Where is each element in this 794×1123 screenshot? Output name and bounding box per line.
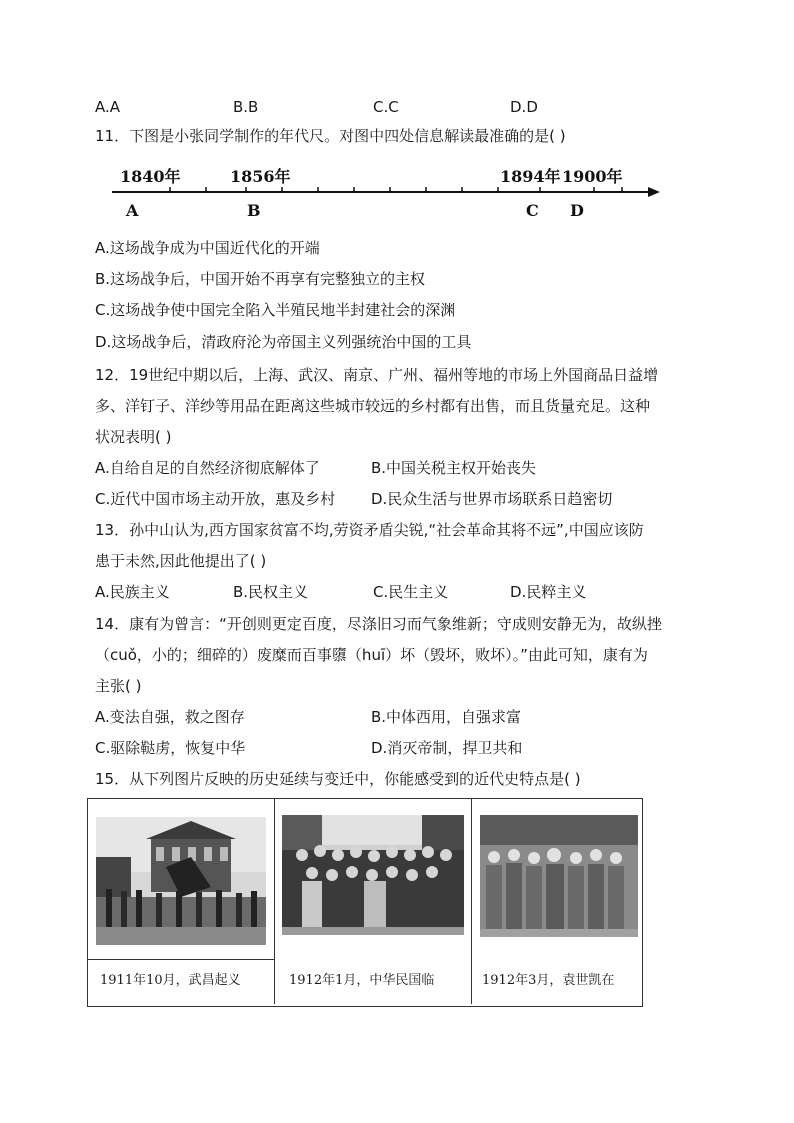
q15-stem: 15．从下列图片反映的历史延续与变迁中，你能感受到的近代史特点是( ) [95, 770, 581, 788]
q14-option-b: B.中体西用，自强求富 [371, 708, 522, 726]
q12-stem-line-3: 状况表明( ) [95, 428, 172, 446]
q10-option-d: D.D [510, 98, 538, 116]
q14-option-a: A.变法自强，救之图存 [95, 708, 245, 726]
q13-option-b: B.民权主义 [233, 583, 309, 601]
timeline-year-2: 1856年 [230, 167, 291, 186]
photo-cell-3 [472, 799, 641, 1004]
q10-option-b: B.B [233, 98, 259, 116]
q11-option-a: A.这场战争成为中国近代化的开端 [95, 239, 320, 257]
photo-cell-2 [275, 799, 472, 1004]
timeline-year-1: 1840年 [120, 167, 181, 186]
q12-stem-line-1: 12．19世纪中期以后，上海、武汉、南京、广州、福州等地的市场上外国商品日益增 [95, 366, 659, 384]
q14-stem-line-3: 主张( ) [95, 677, 142, 695]
photo-republic-founding [282, 815, 464, 935]
q14-stem-line-1: 14．康有为曾言：“开创则更定百度，尽涤旧习而气象维新；守成则安静无为，故纵挫 [95, 615, 662, 633]
q11-option-c: C.这场战争使中国完全陷入半殖民地半封建社会的深渊 [95, 301, 456, 319]
q12-stem-line-2: 多、洋钉子、洋纱等用品在距离这些城市较远的乡村都有出售，而且货量充足。这种 [95, 397, 651, 415]
q12-option-c: C.近代中国市场主动开放，惠及乡村 [95, 490, 336, 508]
q11-option-b: B.这场战争后，中国开始不再享有完整独立的主权 [95, 270, 426, 288]
timeline-arrow [648, 187, 660, 197]
q11-option-d: D.这场战争后，清政府沦为帝国主义列强统治中国的工具 [95, 333, 472, 351]
q13-option-d: D.民粹主义 [510, 583, 587, 601]
photo-yuan-shikai [480, 815, 638, 937]
q14-stem-line-2: （cuǒ，小的；细碎的）废糜而百事隳（huī）坏（毁坏，败坏）。”由此可知，康有为 [95, 646, 648, 664]
q13-stem-line-1: 13．孙中山认为,西方国家贫富不均,劳资矛盾尖锐,“社会革命其将不远”,中国应该防 [95, 521, 644, 539]
photo-wuchang-uprising [96, 817, 266, 945]
timeline-year-3: 1894年 [500, 167, 561, 186]
q12-option-a: A.自给自足的自然经济彻底解体了 [95, 459, 320, 477]
q14-option-c: C.驱除鞑虏，恢复中华 [95, 739, 246, 757]
timeline-ruler [110, 160, 660, 220]
q13-option-c: C.民生主义 [373, 583, 449, 601]
q12-option-d: D.民众生活与世界市场联系日趋密切 [371, 490, 613, 508]
photo-caption-1: 1911年10月，武昌起义 [100, 973, 241, 988]
timeline-letter-c: C [526, 201, 539, 220]
timeline-letter-d: D [570, 201, 584, 220]
photo-caption-3: 1912年3月，袁世凯在 [482, 973, 615, 988]
q12-option-b: B.中国关税主权开始丧失 [371, 459, 537, 477]
q10-option-c: C.C [373, 98, 399, 116]
q10-option-a: A.A [95, 98, 121, 116]
photo-cell-1 [88, 799, 275, 1004]
q13-option-a: A.民族主义 [95, 583, 170, 601]
timeline-letter-a: A [126, 201, 139, 220]
q14-option-d: D.消灭帝制，捍卫共和 [371, 739, 523, 757]
timeline-letter-b: B [247, 201, 261, 220]
timeline-year-4: 1900年 [562, 167, 623, 186]
q13-stem-line-2: 患于未然,因此他提出了( ) [95, 552, 267, 570]
photo-caption-2: 1912年1月，中华民国临 [289, 973, 435, 988]
photo-table [87, 798, 643, 1007]
q11-stem: 11．下图是小张同学制作的年代尺。对图中四处信息解读最准确的是( ) [95, 127, 566, 145]
